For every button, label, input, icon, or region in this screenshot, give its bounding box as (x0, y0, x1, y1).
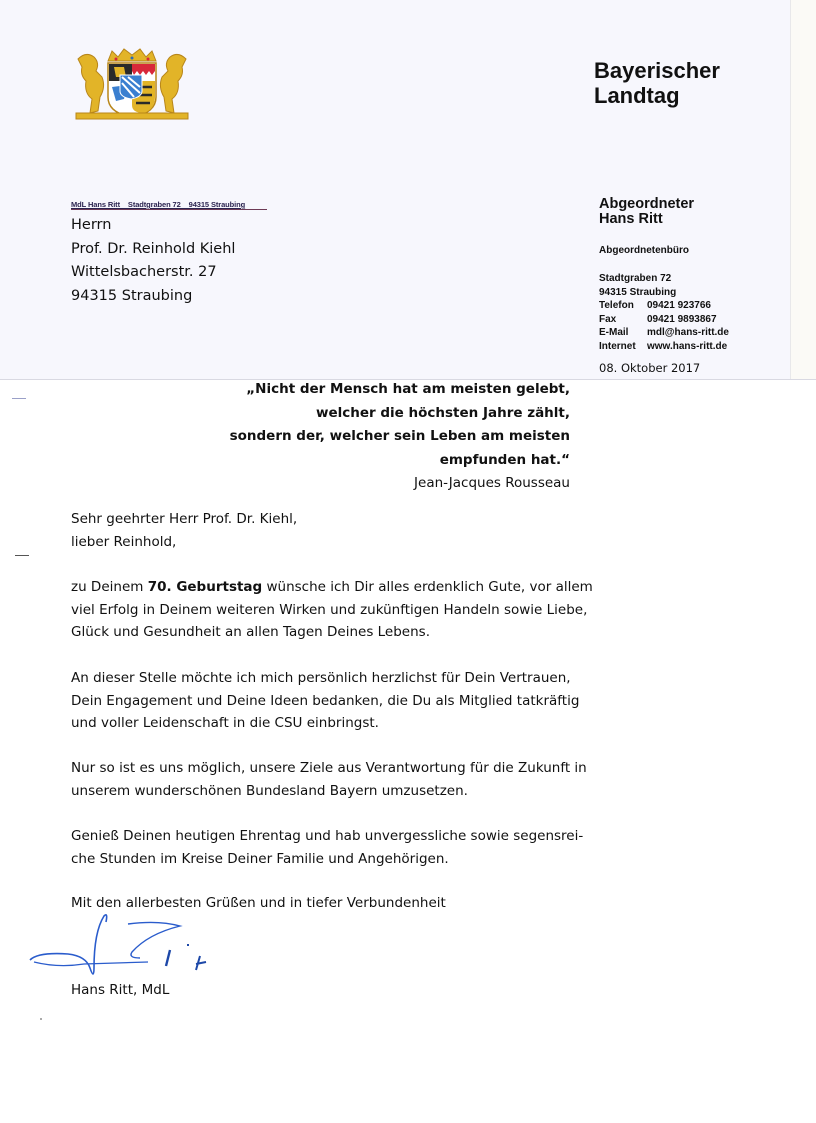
paragraph-line: An dieser Stelle möchte ich mich persönlich herzlichst für Dein Vertrauen, (71, 670, 571, 686)
paragraph-line: und voller Leidenschaft in die CSU einbringst. (71, 715, 379, 732)
fold-mark (15, 555, 29, 556)
paragraph-line: Nur so ist es uns möglich, unsere Ziele aus Verantwortung für die Zukunft in (71, 760, 587, 776)
quote-line: „Nicht der Mensch hat am meisten gelebt, (246, 381, 570, 397)
scan-artifact (40, 1018, 42, 1020)
contact-label: E-Mail (599, 327, 629, 338)
contact-value: www.hans-ritt.de (647, 340, 728, 352)
paragraph-line: Genieß Deinen heutigen Ehrentag und hab unvergessliche sowie segensrei- (71, 828, 584, 844)
contact-label: Internet (599, 340, 636, 352)
epigraph-quote (230, 378, 570, 496)
contact-street: Stadtgraben 72 (599, 273, 672, 284)
handwritten-signature-icon (28, 912, 218, 982)
salutation-line: lieber Reinhold, (71, 533, 177, 550)
office-label: Abgeordnetenbüro (599, 245, 689, 256)
salutation-line: Sehr geehrter Herr Prof. Dr. Kiehl, (71, 511, 298, 527)
contact-label: Fax (599, 313, 617, 325)
recipient-line: Prof. Dr. Reinhold Kiehl (71, 240, 236, 257)
recipient-address (71, 214, 235, 308)
brand-line-1: Bayerischer (594, 58, 720, 83)
contact-row-phone (599, 299, 729, 313)
quote-line: sondern der, welcher sein Leben am meisten (229, 428, 570, 444)
brand-line-2: Landtag (594, 83, 680, 108)
contact-title (599, 197, 694, 227)
salutation (71, 508, 570, 553)
brand-name (594, 58, 720, 108)
paragraph-line: unserem wunderschönen Bundesland Bayern umzusetzen. (71, 782, 468, 799)
closing-line: Mit den allerbesten Grüßen und in tiefer Verbundenheit (71, 895, 446, 911)
contact-row-fax (599, 313, 729, 327)
sender-return-address: MdL Hans Ritt Stadtgraben 72 94315 Straubing (71, 200, 246, 209)
paragraph-goals (71, 757, 587, 802)
recipient-line: Herrn (71, 217, 112, 233)
contact-value: mdl@hans-ritt.de (647, 327, 729, 338)
text-run: wünsche ich Dir alles erdenklich Gute, vor allem (262, 579, 593, 595)
quote-author: Jean-Jacques Rousseau (414, 475, 570, 491)
paragraph-line: Glück und Gesundheit an allen Tagen Deines Lebens. (71, 624, 430, 641)
contact-name: Hans Ritt (599, 211, 663, 227)
sender-rule (71, 209, 267, 210)
quote-line: welcher die höchsten Jahre zählt, (315, 404, 570, 421)
recipient-line: Wittelsbacherstr. 27 (71, 264, 217, 280)
contact-row-email (599, 326, 729, 340)
contact-value: 09421 923766 (647, 300, 711, 311)
recipient-line: 94315 Straubing (71, 287, 193, 304)
paragraph-line: viel Erfolg in Deinem weiteren Wirken und zukünftigen Handeln sowie Liebe, (71, 601, 588, 618)
paragraph-birthday (71, 576, 593, 644)
text-run: zu Deinem (71, 579, 148, 595)
contact-title-line: Abgeordneter (599, 196, 695, 212)
letter-date: 08. Oktober 2017 (599, 361, 701, 375)
contact-city: 94315 Straubing (599, 286, 677, 298)
paragraph-line: che Stunden im Kreise Deiner Familie und Angehörigen. (71, 850, 449, 867)
contact-value: 09421 9893867 (647, 313, 717, 325)
paragraph-wishes (71, 825, 584, 870)
bavarian-crest-icon (72, 47, 192, 123)
page-edge (790, 0, 816, 380)
signature-name: Hans Ritt, MdL (71, 982, 170, 998)
quote-line: empfunden hat.“ (439, 451, 570, 468)
contact-row-web (599, 340, 729, 354)
contact-details (599, 272, 729, 353)
scan-artifact (12, 398, 26, 399)
paragraph-line: Dein Engagement und Deine Ideen bedanken, die Du als Mitglied tatkräftig (71, 692, 580, 709)
paragraph-thanks (71, 667, 580, 735)
paragraph-line (71, 576, 593, 599)
contact-label: Telefon (599, 300, 634, 311)
birthday-highlight: 70. Geburtstag (147, 579, 263, 595)
